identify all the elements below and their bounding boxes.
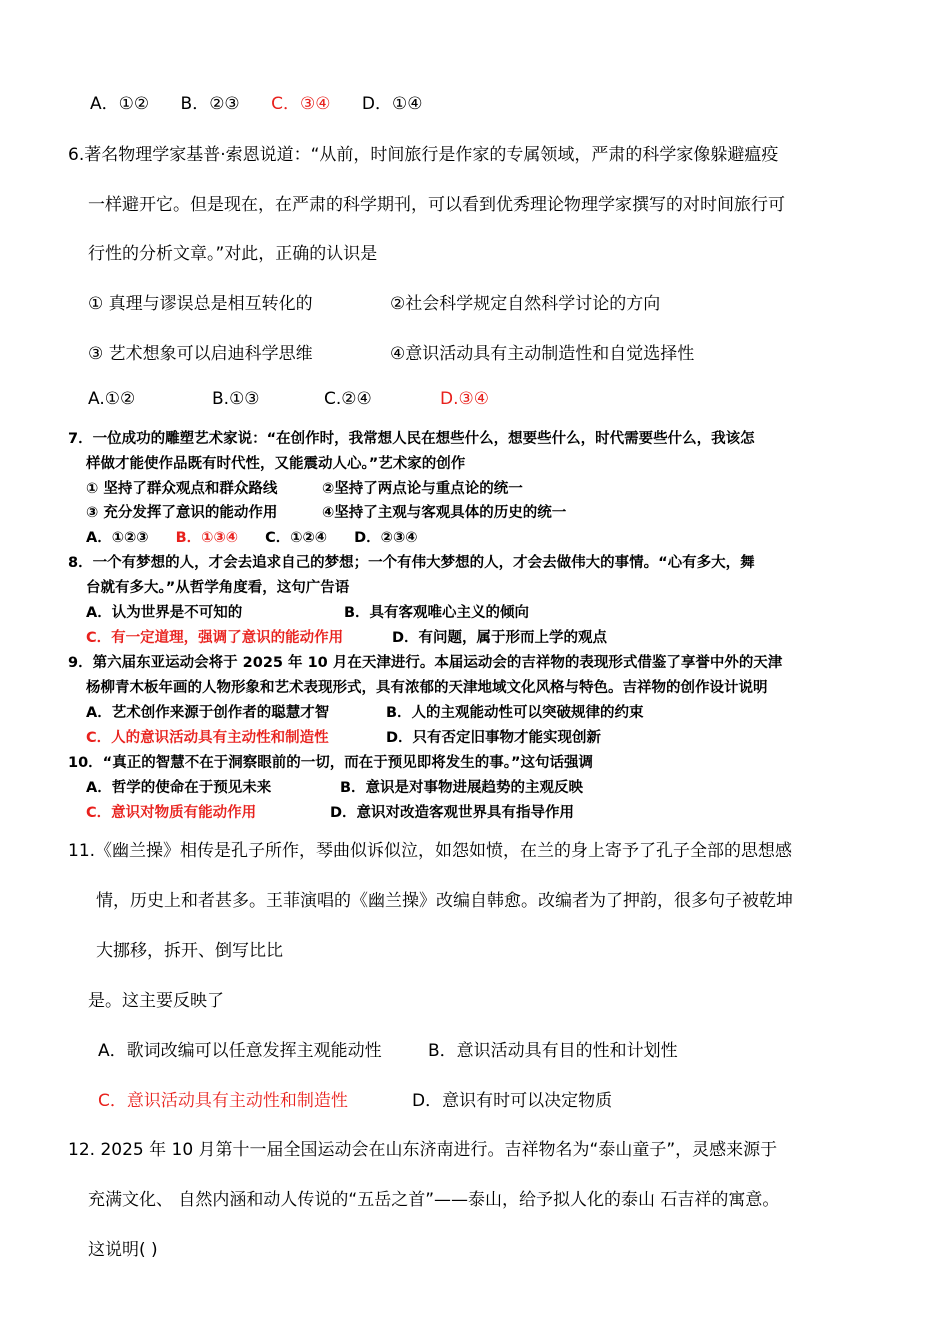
q6-item-4: ④意识活动具有主动制造性和自觉选择性: [390, 344, 695, 364]
q11-stem-line-3: 大挪移，拆开、倒写比比: [96, 941, 283, 961]
q11-option-a: A．歌词改编可以任意发挥主观能动性: [98, 1041, 382, 1061]
q5-option-c-answer: C．③④: [271, 94, 331, 114]
q7-option-c: C．①②④: [265, 530, 328, 546]
q6-stem-line-3: 行性的分析文章。”对此，正确的认识是: [88, 244, 378, 264]
q9-stem-line-2: 杨柳青木板年画的人物形象和艺术表现形式，具有浓郁的天津地域文化风格与特色。吉祥物的创作设计说明: [86, 680, 768, 696]
q12-stem-line-3: 这说明( ): [88, 1240, 158, 1260]
q10-option-b: B．意识是对事物进展趋势的主观反映: [340, 780, 584, 796]
q9-option-d: D．只有否定旧事物才能实现创新: [386, 730, 602, 746]
q7-stem-line-2: 样做才能使作品既有时代性，又能震动人心。”艺术家的创作: [86, 456, 466, 472]
q6-item-1: ① 真理与谬误总是相互转化的: [88, 294, 313, 314]
q5-option-d: D．①④: [361, 94, 423, 114]
q12-stem-line-1: 12. 2025 年 10 月第十一届全国运动会在山东济南进行。吉祥物名为“泰山童子”，灵感来源于: [68, 1140, 778, 1160]
q7-stem-line-1: 7．一位成功的雕塑艺术家说：“在创作时，我常想人民在想些什么，想要些什么，时代需要些什么，我该怎: [68, 431, 755, 447]
q7-item-1: ① 坚持了群众观点和群众路线: [86, 481, 278, 497]
q7-options: [86, 526, 418, 547]
q10-stem: 10．“真正的智慧不在于洞察眼前的一切，而在于预见即将发生的事。”这句话强调: [68, 755, 593, 771]
q7-item-4: ④坚持了主观与客观具体的历史的统一: [322, 505, 567, 521]
q8-option-c-answer: C．有一定道理，强调了意识的能动作用: [86, 630, 344, 646]
q11-option-b: B．意识活动具有目的性和计划性: [428, 1041, 678, 1061]
q8-option-d: D．有问题，属于形而上学的观点: [392, 630, 608, 646]
q7-item-2: ②坚持了两点论与重点论的统一: [322, 481, 523, 497]
q6-item-3: ③ 艺术想象可以启迪科学思维: [88, 344, 313, 364]
q7-option-d: D．②③④: [354, 530, 418, 546]
q8-stem-line-1: 8．一个有梦想的人，才会去追求自己的梦想；一个有伟大梦想的人，才会去做伟大的事情。“心有多大，舞: [68, 555, 755, 571]
q5-option-b: B．②③: [180, 94, 240, 114]
q12-stem-line-2: 充满文化、 自然内涵和动人传说的“五岳之首”——泰山，给予拟人化的泰山 石吉祥的寓意。: [88, 1190, 780, 1210]
q7-option-b-answer: B．①③④: [175, 530, 239, 546]
q6-option-b: B.①③: [212, 389, 260, 409]
q6-item-2: ②社会科学规定自然科学讨论的方向: [390, 294, 661, 314]
q6-stem-line-2: 一样避开它。但是现在，在严肃的科学期刊，可以看到优秀理论物理学家撰写的对时间旅行可: [88, 195, 785, 215]
q11-option-d: D．意识有时可以决定物质: [412, 1091, 613, 1111]
q9-option-a: A．艺术创作来源于创作者的聪慧才智: [86, 705, 330, 721]
q9-option-b: B．人的主观能动性可以突破规律的约束: [386, 705, 644, 721]
q5-options: [90, 89, 422, 114]
q10-option-a: A．哲学的使命在于预见未来: [86, 780, 272, 796]
q6-option-c: C.②④: [324, 389, 372, 409]
q10-option-c-answer: C．意识对物质有能动作用: [86, 805, 257, 821]
q7-item-3: ③ 充分发挥了意识的能动作用: [86, 505, 278, 521]
q6-stem-line-1: 6.著名物理学家基普·索恩说道：“从前，时间旅行是作家的专属领域，严肃的科学家像躲避瘟疫: [68, 145, 779, 165]
q11-stem-line-1: 11.《幽兰操》相传是孔子所作，琴曲似诉似泣，如怨如愤，在兰的身上寄予了孔子全部的思想感: [68, 841, 793, 861]
q9-option-c-answer: C．人的意识活动具有主动性和制造性: [86, 730, 329, 746]
q7-option-a: A．①②③: [86, 530, 149, 546]
q8-stem-line-2: 台就有多大。”从哲学角度看，这句广告语: [86, 580, 350, 596]
q8-option-a: A．认为世界是不可知的: [86, 605, 243, 621]
q11-stem-line-2: 情，历史上和者甚多。王菲演唱的《幽兰操》改编自韩愈。改编者为了押韵，很多句子被乾坤: [96, 891, 793, 911]
q6-option-d-answer: D.③④: [440, 389, 489, 409]
q8-option-b: B．具有客观唯心主义的倾向: [344, 605, 530, 621]
q5-option-a: A．①②: [90, 94, 150, 114]
q9-stem-line-1: 9．第六届东亚运动会将于 2025 年 10 月在天津进行。本届运动会的吉祥物的表现形式借鉴了享誉中外的天津: [68, 655, 783, 671]
q6-option-a: A.①②: [88, 389, 136, 409]
q11-stem-line-4: 是。这主要反映了: [88, 991, 224, 1011]
q10-option-d: D．意识对改造客观世界具有指导作用: [330, 805, 575, 821]
q11-option-c-answer: C．意识活动具有主动性和制造性: [98, 1091, 348, 1111]
